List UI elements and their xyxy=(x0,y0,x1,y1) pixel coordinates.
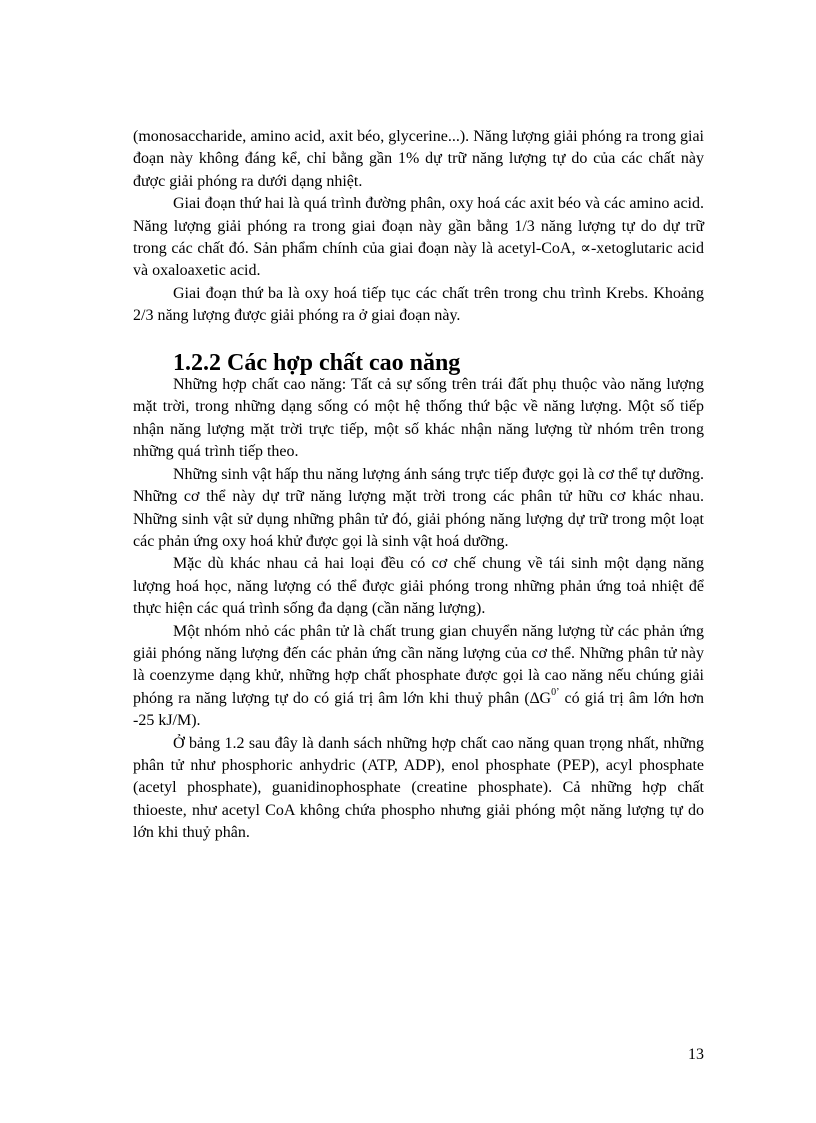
paragraph-stage-two: Giai đoạn thứ hai là quá trình đường phân, oxy hoá các axit béo và các amino acid. Năng lượng giải phóng ra trong giai đoạn này gần bằng 1/3 năng lượng tự do dự trữ trong các chất đó. Sản phẩm chính của giai đoạn này là acetyl-CoA, ∝-xetoglutaric acid và oxaloaxetic acid. xyxy=(133,195,704,280)
document-body xyxy=(133,126,704,845)
paragraph-high-energy-intro: Những hợp chất cao năng: Tất cả sự sống trên trái đất phụ thuộc vào năng lượng mặt trời, trong những dạng sống có một hệ thống thứ bậc về năng lượng. Một số tiếp nhận năng lượng mặt trời trực tiếp, một số khác nhận năng lượng từ nhóm trên trong những quá trình tiếp theo. xyxy=(133,376,704,461)
delta-g-symbol xyxy=(529,687,560,707)
page-number: 13 xyxy=(688,1046,704,1063)
paragraph-continuation: (monosaccharide, amino acid, axit béo, glycerine...). Năng lượng giải phóng ra trong giai đoạn này không đáng kể, chỉ bằng gần 1% dự trữ năng lượng tự do của các chất này được giải phóng ra dưới dạng nhiệt. xyxy=(133,128,704,190)
paragraph-table-reference: Ở bảng 1.2 sau đây là danh sách những hợp chất cao năng quan trọng nhất, những phân tử như phosphoric anhydric (ATP, ADP), enol phosphate (PEP), acyl phosphate (acetyl phosphate), guanidinophosphate (creatine phosphate). Cả những hợp chất thioeste, như acetyl CoA không chứa phospho nhưng giải phóng một năng lượng tự do lớn khi thuỷ phân. xyxy=(133,734,704,842)
energy-text-after: có giá trị âm lớn hơn -25 kJ/M). xyxy=(133,689,704,730)
paragraph-energy-carriers xyxy=(133,621,704,733)
paragraph-stage-three: Giai đoạn thứ ba là oxy hoá tiếp tục các chất trên trong chu trình Krebs. Khoảng 2/3 năng lượng được giải phóng ra ở giai đoạn này. xyxy=(133,284,704,325)
paragraph-common-mechanism: Mặc dù khác nhau cả hai loại đều có cơ chế chung về tái sinh một dạng năng lượng hoá học, năng lượng có thể được giải phóng trong những phản ứng toả nhiệt để thực hiện các quá trình sống đa dạng (cần năng lượng). xyxy=(133,555,704,618)
paragraph-autotrophs: Những sinh vật hấp thu năng lượng ánh sáng trực tiếp được gọi là cơ thể tự dưỡng. Những cơ thể này dự trữ năng lượng mặt trời trong các phân tử hữu cơ khác nhau. Những sinh vật sử dụng những phân tử đó, giải phóng năng lượng dự trữ trong một loạt các phản ứng oxy hoá khử được gọi là sinh vật hoá dưỡng. xyxy=(133,465,704,550)
delta-g-text: ∆G xyxy=(529,689,552,707)
section-heading: 1.2.2 Các hợp chất cao năng xyxy=(173,349,461,376)
delta-g-superscript: 0’ xyxy=(551,687,560,699)
energy-text-before: Một nhóm nhỏ các phân tử là chất trung gian chuyển năng lượng từ các phản ứng giải phóng năng lượng đến các phản ứng cần năng lượng của cơ thể. Những phân tử này là coenzyme dạng khử, những hợp chất phosphate được gọi là cao năng nếu chúng giải phóng ra năng lượng tự do có giá trị âm lớn khi thuỷ phân ( xyxy=(133,622,704,707)
